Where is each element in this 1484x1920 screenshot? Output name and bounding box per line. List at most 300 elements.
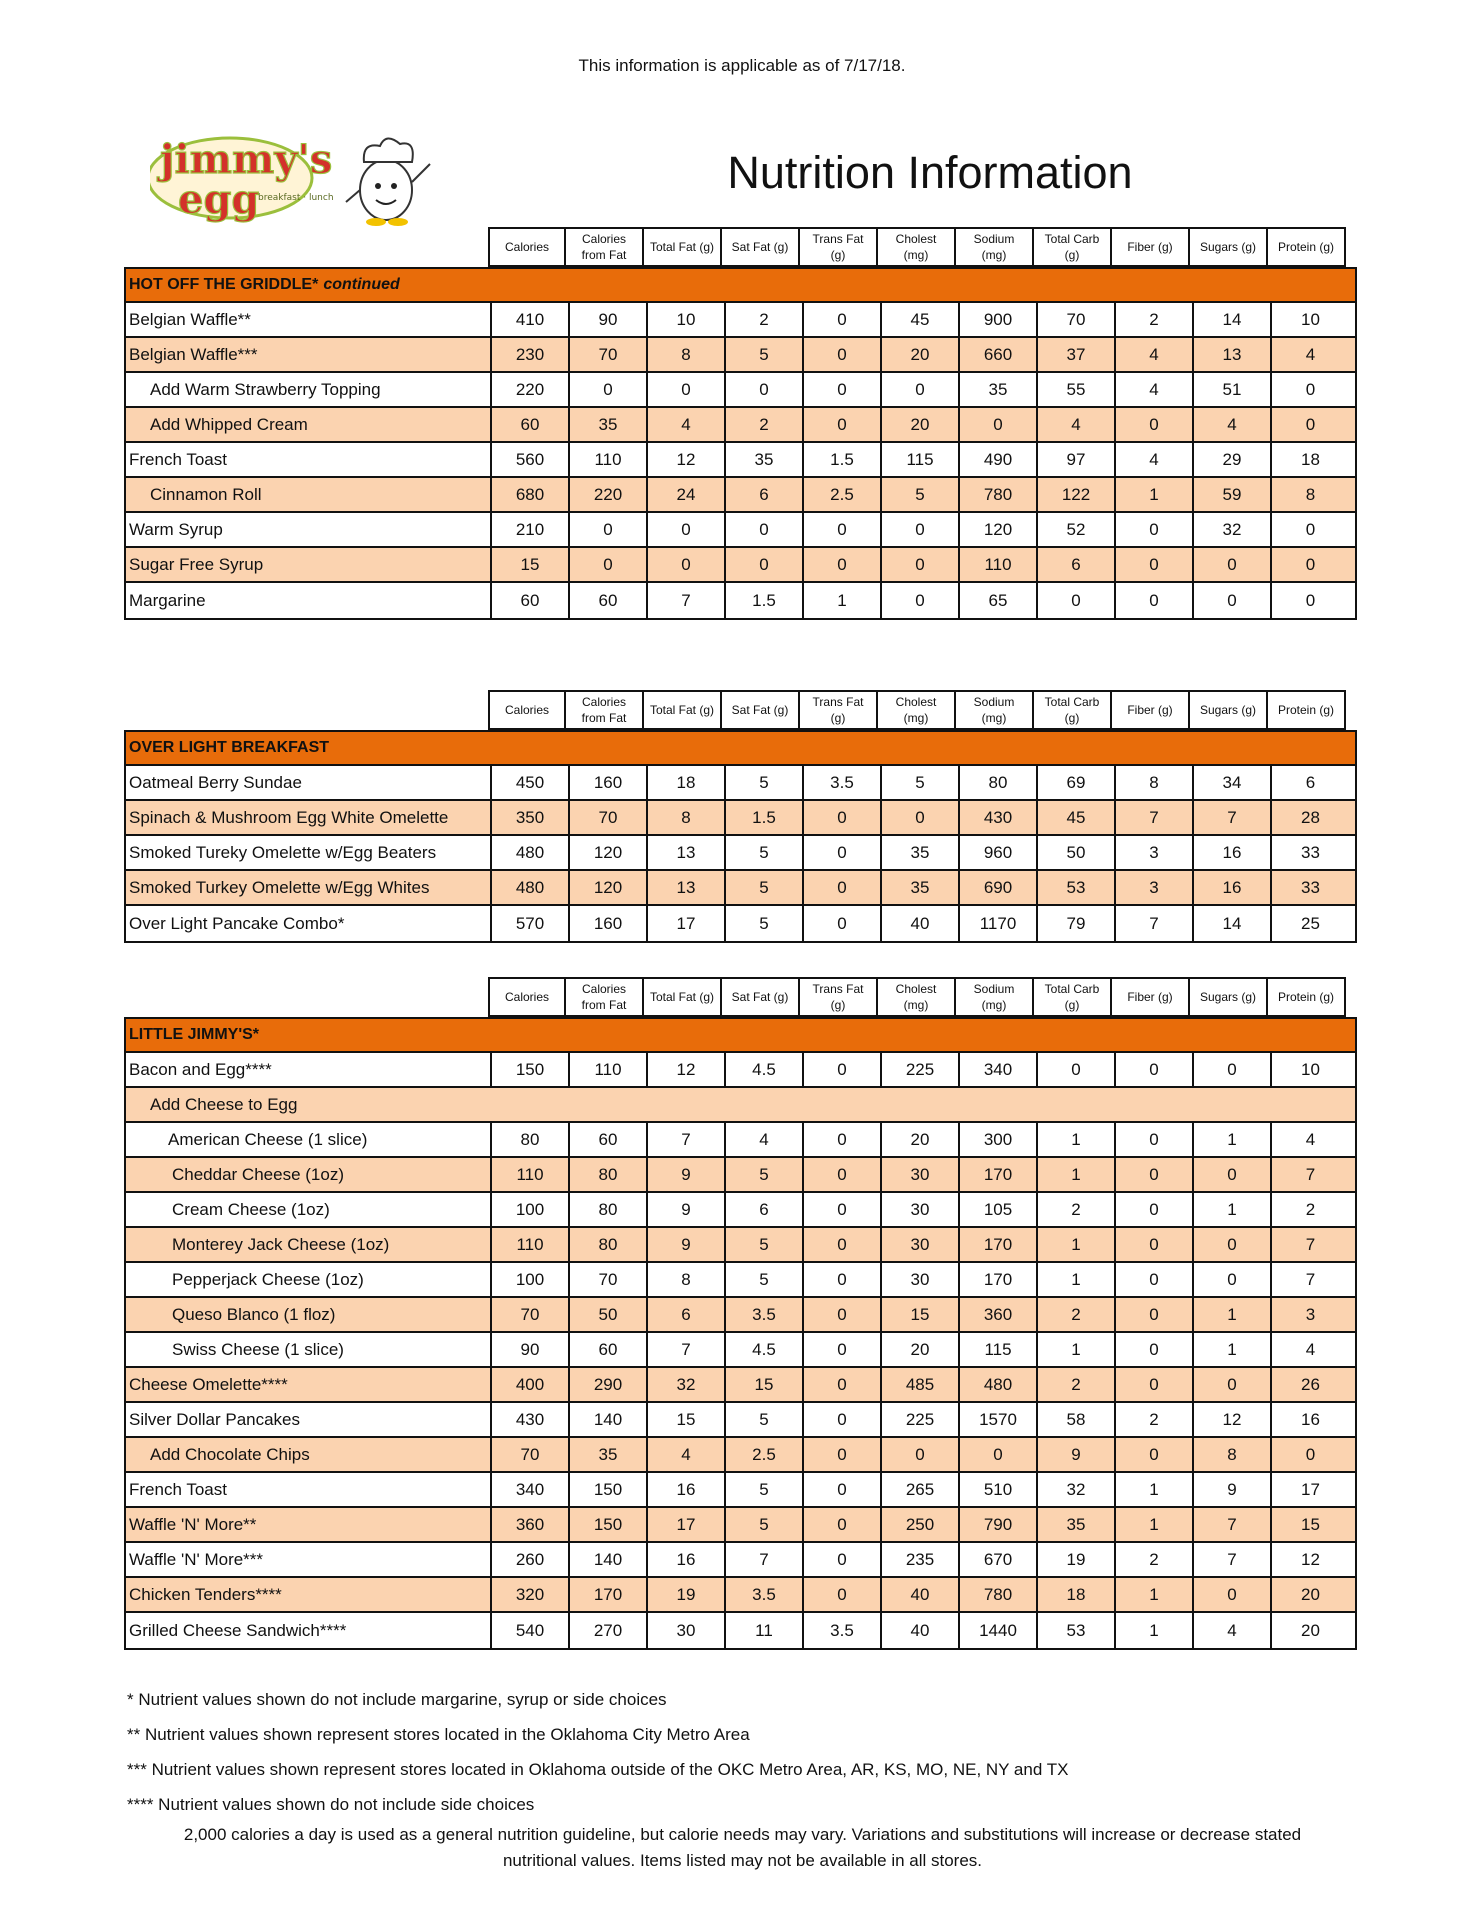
item-name: Warm Syrup: [126, 513, 492, 546]
nutrient-value: 19: [1038, 1543, 1116, 1576]
item-name: Belgian Waffle**: [126, 303, 492, 336]
nutrient-value: 0: [1116, 1123, 1194, 1156]
nutrient-value: 0: [804, 1193, 882, 1226]
item-name: Cream Cheese (1oz): [126, 1193, 492, 1226]
nutrient-value: 35: [726, 443, 804, 476]
nutrient-value: 0: [1116, 1263, 1194, 1296]
nutrient-value: 52: [1038, 513, 1116, 546]
nutrient-value: 340: [960, 1053, 1038, 1086]
table-row: [126, 1578, 1355, 1613]
item-name: Cinnamon Roll: [126, 478, 492, 511]
nutrient-value: 1.5: [726, 583, 804, 618]
nutrient-value: 0: [1116, 583, 1194, 618]
nutrient-value: 8: [648, 1263, 726, 1296]
nutrient-value: 0: [570, 513, 648, 546]
item-name: Monterey Jack Cheese (1oz): [126, 1228, 492, 1261]
nutrient-value: 0: [882, 583, 960, 618]
item-name: French Toast: [126, 1473, 492, 1506]
footnote: * Nutrient values shown do not include margarine, syrup or side choices: [127, 1690, 667, 1709]
nutrient-value: 0: [882, 801, 960, 834]
column-header: [1190, 977, 1268, 1017]
nutrient-value: 12: [648, 443, 726, 476]
nutrient-value: 0: [804, 1368, 882, 1401]
column-header: [1034, 690, 1112, 730]
nutrient-value: 4: [648, 1438, 726, 1471]
nutrient-value: 300: [960, 1123, 1038, 1156]
nutrient-value: 24: [648, 478, 726, 511]
nutrient-value: 15: [882, 1298, 960, 1331]
nutrient-value: 9: [1038, 1438, 1116, 1471]
category-title: HOT OFF THE GRIDDLE*: [129, 276, 319, 293]
column-header-line: (g): [1064, 711, 1080, 725]
nutrient-value: 0: [1116, 1368, 1194, 1401]
nutrient-value: 10: [1301, 309, 1320, 329]
nutrient-value: 2.5: [804, 478, 882, 511]
nutrient-value: 230: [492, 338, 570, 371]
nutrient-value: 2: [726, 303, 804, 336]
nutrient-value: 40: [882, 1578, 960, 1611]
nutrient-value: 160: [570, 766, 648, 799]
nutrient-value: 1: [1116, 1613, 1194, 1648]
nutrient-value: 140: [570, 1543, 648, 1576]
nutrient-value: 30: [882, 1263, 960, 1296]
nutrient-value: 150: [492, 1053, 570, 1086]
item-name: Cheddar Cheese (1oz): [126, 1158, 492, 1191]
column-header-line: Total Carb: [1044, 231, 1100, 246]
item-name: Add Cheese to Egg: [150, 1094, 298, 1114]
nutrient-value: 60: [570, 1333, 648, 1366]
nutrient-value: 225: [882, 1053, 960, 1086]
nutrient-value: 0: [804, 303, 882, 336]
nutrient-value: 16: [1194, 836, 1272, 869]
nutrient-value: 18: [648, 766, 726, 799]
nutrient-value: 2: [1116, 1543, 1194, 1576]
nutrient-value: 9: [648, 1228, 726, 1261]
column-header-line: Cholest: [895, 981, 937, 996]
nutrient-value: 13: [1194, 338, 1272, 371]
nutrient-value: 5: [726, 1158, 804, 1191]
nutrient-value: 150: [570, 1508, 648, 1541]
item-name: Add Chocolate Chips: [126, 1438, 492, 1471]
nutrient-value: 35: [960, 373, 1038, 406]
column-header-line: Calories: [504, 702, 549, 717]
nutrient-value: 7: [1194, 1543, 1272, 1576]
nutrient-value: 70: [570, 338, 648, 371]
nutrient-value: 270: [570, 1613, 648, 1648]
nutrient-value: 0: [804, 548, 882, 581]
column-header-line: Trans Fat: [812, 231, 864, 246]
nutrient-value: 0: [1116, 1333, 1194, 1366]
nutrient-value: 900: [960, 303, 1038, 336]
column-header-line: Calories: [504, 239, 549, 254]
column-header-line: (g): [830, 711, 846, 725]
nutrient-value: 35: [882, 871, 960, 904]
nutrient-value: 4: [1116, 338, 1194, 371]
nutrient-value: 10: [1301, 1059, 1320, 1079]
column-header-line: Total Carb: [1044, 981, 1100, 996]
nutrient-value: 0: [1116, 1193, 1194, 1226]
nutrient-value: 51: [1194, 373, 1272, 406]
nutrient-value: 6: [726, 478, 804, 511]
nutrient-value: 7: [1305, 1234, 1316, 1254]
column-header-line: Protein (g): [1277, 989, 1335, 1004]
nutrient-value: 0: [570, 548, 648, 581]
nutrient-value: 450: [492, 766, 570, 799]
table-row: [126, 478, 1355, 513]
nutrient-value: 0: [726, 548, 804, 581]
item-name: Smoked Turkey Omelette w/Egg Whites: [126, 871, 492, 904]
nutrient-value: 7: [1194, 1508, 1272, 1541]
nutrient-value: 0: [804, 1158, 882, 1191]
nutrient-value: 0: [1038, 583, 1116, 618]
nutrient-value: 0: [804, 871, 882, 904]
nutrient-value: 0: [804, 1053, 882, 1086]
nutrient-value: 0: [804, 906, 882, 941]
nutrient-value: 16: [648, 1473, 726, 1506]
nutrient-value: 32: [648, 1368, 726, 1401]
item-name: Queso Blanco (1 floz): [126, 1298, 492, 1331]
column-header-line: Total Carb: [1044, 694, 1100, 709]
column-header-line: from Fat: [581, 998, 627, 1012]
nutrient-value: 2: [1116, 303, 1194, 336]
nutrient-value: 120: [960, 513, 1038, 546]
nutrient-value: 5: [726, 1508, 804, 1541]
nutrient-value: 3.5: [726, 1298, 804, 1331]
nutrient-value: 5: [726, 1473, 804, 1506]
table-row: [126, 1508, 1355, 1543]
column-header-line: (mg): [981, 711, 1007, 725]
table-row: [126, 1613, 1355, 1648]
nutrient-value: 0: [804, 1543, 882, 1576]
nutrient-value: 1: [1194, 1193, 1272, 1226]
nutrient-value: 50: [570, 1298, 648, 1331]
item-name: Grilled Cheese Sandwich****: [126, 1613, 492, 1648]
nutrient-value: 1: [1116, 1473, 1194, 1506]
nutrient-value: 7: [1116, 906, 1194, 941]
column-header: [488, 977, 566, 1017]
nutrient-value: 670: [960, 1543, 1038, 1576]
nutrient-value: 0: [804, 1333, 882, 1366]
nutrient-value: 3: [1116, 871, 1194, 904]
nutrient-value: 0: [804, 1263, 882, 1296]
table-row: [126, 408, 1355, 443]
nutrient-value: 1570: [960, 1403, 1038, 1436]
nutrient-value: 0: [1116, 513, 1194, 546]
item-name: Waffle 'N' More**: [126, 1508, 492, 1541]
column-header-line: Sugars (g): [1199, 989, 1257, 1004]
table-row: [126, 1158, 1355, 1193]
column-header-line: (mg): [903, 998, 929, 1012]
column-header: [566, 227, 644, 267]
nutrient-value: 290: [570, 1368, 648, 1401]
nutrient-value: 0: [1194, 1368, 1272, 1401]
nutrient-value: 53: [1038, 1613, 1116, 1648]
category-header: [126, 269, 1355, 303]
nutrient-value: 40: [882, 1613, 960, 1648]
nutrient-value: 20: [882, 338, 960, 371]
nutrient-value: 4: [1116, 443, 1194, 476]
nutrient-value: 115: [960, 1333, 1038, 1366]
table-row: [126, 1368, 1355, 1403]
nutrient-value: 35: [570, 1438, 648, 1471]
table-row: [126, 1438, 1355, 1473]
item-name: Swiss Cheese (1 slice): [126, 1333, 492, 1366]
nutrient-value: 3: [1116, 836, 1194, 869]
nutrient-value: 0: [804, 1228, 882, 1261]
nutrient-value: 20: [882, 1123, 960, 1156]
section-over-light-breakfast: [124, 690, 1357, 943]
nutrient-value: 100: [492, 1193, 570, 1226]
nutrient-value: 3.5: [804, 1613, 882, 1648]
column-header-line: Protein (g): [1277, 702, 1335, 717]
nutrient-value: 19: [648, 1578, 726, 1611]
nutrient-value: 140: [570, 1403, 648, 1436]
column-header-row: [124, 977, 1357, 1017]
column-header: [878, 690, 956, 730]
nutrient-value: 4: [1194, 1613, 1272, 1648]
nutrient-value: 0: [804, 513, 882, 546]
table-row: [126, 1123, 1355, 1158]
egg-chef-mascot-icon: [346, 138, 430, 226]
nutrient-value: 9: [1194, 1473, 1272, 1506]
nutrient-value: 0: [1305, 554, 1316, 574]
footnote: *** Nutrient values shown represent stores located in Oklahoma outside of the OKC Metro Area, AR, KS, MO, NE, NY and TX: [127, 1760, 1069, 1779]
nutrient-value: 0: [570, 373, 648, 406]
nutrient-value: 110: [570, 1053, 648, 1086]
column-header-line: Sodium: [973, 694, 1015, 709]
nutrient-value: 4: [726, 1123, 804, 1156]
column-header-line: Fiber (g): [1127, 989, 1173, 1004]
nutrient-value: 110: [492, 1158, 570, 1191]
nutrient-value: 18: [1038, 1578, 1116, 1611]
nutrient-value: 16: [1194, 871, 1272, 904]
nutrient-value: 0: [1305, 379, 1316, 399]
nutrient-value: 6: [726, 1193, 804, 1226]
table-row: [126, 513, 1355, 548]
table-row: [126, 1228, 1355, 1263]
nutrient-value: 0: [1116, 1158, 1194, 1191]
nutrient-value: 17: [648, 906, 726, 941]
column-header-line: Sugars (g): [1199, 702, 1257, 717]
nutrient-value: 480: [492, 836, 570, 869]
nutrient-value: 0: [1116, 408, 1194, 441]
nutrient-value: 97: [1038, 443, 1116, 476]
column-header-line: Protein (g): [1277, 239, 1335, 254]
nutrient-value: 0: [1194, 548, 1272, 581]
nutrient-value: 70: [570, 1263, 648, 1296]
nutrient-value: 12: [1301, 1549, 1320, 1569]
nutrient-value: 7: [1305, 1164, 1316, 1184]
nutrient-value: 6: [648, 1298, 726, 1331]
nutrient-value: 90: [570, 303, 648, 336]
category-header: [126, 1019, 1355, 1053]
nutrient-value: 0: [1116, 1438, 1194, 1471]
nutrient-value: 350: [492, 801, 570, 834]
nutrient-value: 220: [570, 478, 648, 511]
nutrient-value: 16: [648, 1543, 726, 1576]
column-header-line: Cholest: [895, 694, 937, 709]
nutrient-value: 0: [1305, 590, 1316, 610]
closing-line: 2,000 calories a day is used as a general nutrition guideline, but calorie needs may vary. Variations and substitutions will increase or decrease stated: [183, 1825, 1302, 1844]
nutrient-value: 30: [648, 1613, 726, 1648]
nutrient-value: 13: [648, 836, 726, 869]
nutrient-value: 120: [570, 836, 648, 869]
nutrient-value: 4: [1305, 1339, 1316, 1359]
item-name: Smoked Tureky Omelette w/Egg Beaters: [126, 836, 492, 869]
nutrient-value: 0: [882, 373, 960, 406]
column-header-line: (mg): [981, 998, 1007, 1012]
footnote: **** Nutrient values shown do not include side choices: [127, 1795, 535, 1814]
column-header: [566, 977, 644, 1017]
table-row: [126, 1053, 1355, 1088]
category-title: OVER LIGHT BREAKFAST: [129, 739, 330, 756]
nutrient-value: 2.5: [726, 1438, 804, 1471]
nutrient-value: 105: [960, 1193, 1038, 1226]
nutrient-value: 65: [960, 583, 1038, 618]
nutrient-value: 1: [1038, 1158, 1116, 1191]
nutrient-value: 480: [960, 1368, 1038, 1401]
nutrient-value: 0: [804, 1403, 882, 1436]
column-header: [722, 977, 800, 1017]
item-name: American Cheese (1 slice): [126, 1123, 492, 1156]
nutrient-value: 680: [492, 478, 570, 511]
applicability-note: This information is applicable as of 7/17/18.: [578, 56, 906, 75]
column-header-line: Calories: [581, 231, 626, 246]
nutrient-value: 1440: [960, 1613, 1038, 1648]
column-header-line: Fiber (g): [1127, 702, 1173, 717]
nutrient-value: 490: [960, 443, 1038, 476]
nutrient-value: 40: [882, 906, 960, 941]
nutrient-value: 0: [804, 373, 882, 406]
nutrient-value: 2: [1305, 1199, 1316, 1219]
column-header-line: Total Fat (g): [649, 989, 715, 1004]
nutrient-value: 90: [492, 1333, 570, 1366]
nutrient-value: 8: [1116, 766, 1194, 799]
table-row: [126, 1543, 1355, 1578]
nutrient-value: 4: [1305, 1129, 1316, 1149]
nutrient-value: 485: [882, 1368, 960, 1401]
table-row: [126, 1298, 1355, 1333]
nutrient-value: 115: [882, 443, 960, 476]
item-name: Margarine: [126, 583, 492, 618]
nutrient-value: 570: [492, 906, 570, 941]
nutrient-value: 4: [1116, 373, 1194, 406]
nutrient-value: 340: [492, 1473, 570, 1506]
nutrient-value: 14: [1194, 303, 1272, 336]
nutrient-value: 34: [1194, 766, 1272, 799]
table-row: [126, 766, 1355, 801]
nutrient-value: 80: [570, 1158, 648, 1191]
nutrient-value: 0: [804, 338, 882, 371]
nutrient-value: 100: [492, 1263, 570, 1296]
nutrient-value: 45: [882, 303, 960, 336]
nutrient-value: 510: [960, 1473, 1038, 1506]
nutrient-value: 1: [1194, 1298, 1272, 1331]
nutrient-value: 400: [492, 1368, 570, 1401]
item-name: Over Light Pancake Combo*: [126, 906, 492, 941]
nutrient-value: 1.5: [726, 801, 804, 834]
column-header: [566, 690, 644, 730]
column-header-line: Fiber (g): [1127, 239, 1173, 254]
nutrient-value: 35: [1038, 1508, 1116, 1541]
nutrient-value: 0: [1194, 1228, 1272, 1261]
item-name: Add Warm Strawberry Topping: [126, 373, 492, 406]
column-header: [722, 690, 800, 730]
nutrient-value: 1: [1194, 1333, 1272, 1366]
nutrient-value: 0: [1194, 1053, 1272, 1086]
nutrient-value: 8: [648, 801, 726, 834]
nutrient-value: 360: [492, 1508, 570, 1541]
nutrient-value: 17: [1301, 1479, 1320, 1499]
nutrient-value: 5: [726, 1263, 804, 1296]
column-header: [1190, 227, 1268, 267]
nutrient-value: 235: [882, 1543, 960, 1576]
table-row: [126, 801, 1355, 836]
nutrient-value: 480: [492, 871, 570, 904]
column-header: [488, 227, 566, 267]
item-name: Add Whipped Cream: [126, 408, 492, 441]
nutrient-value: 0: [804, 1578, 882, 1611]
nutrient-value: 0: [804, 836, 882, 869]
nutrient-value: 0: [1194, 1578, 1272, 1611]
nutrient-value: 35: [882, 836, 960, 869]
column-header-line: Sodium: [973, 981, 1015, 996]
nutrient-value: 20: [1301, 1620, 1320, 1640]
column-header-line: Calories: [581, 981, 626, 996]
nutrient-value: 5: [726, 338, 804, 371]
logo-text-jimmys: jimmy's: [160, 136, 333, 183]
nutrient-value: 5: [726, 1228, 804, 1261]
nutrient-value: 0: [804, 1123, 882, 1156]
column-header-line: Total Fat (g): [649, 239, 715, 254]
logo-text-egg: egg: [178, 176, 260, 223]
nutrient-value: 4: [1305, 344, 1316, 364]
nutrient-value: 660: [960, 338, 1038, 371]
nutrient-value: 1: [1194, 1123, 1272, 1156]
column-header-line: Cholest: [895, 231, 937, 246]
nutrient-value: 8: [1194, 1438, 1272, 1471]
nutrient-value: 170: [960, 1228, 1038, 1261]
nutrient-value: 26: [1301, 1374, 1320, 1394]
nutrient-value: 430: [960, 801, 1038, 834]
jimmys-egg-logo: [150, 128, 450, 228]
nutrient-value: 0: [882, 548, 960, 581]
column-header: [488, 690, 566, 730]
nutrient-value: 13: [648, 871, 726, 904]
table-row: [126, 871, 1355, 906]
nutrient-value: 70: [570, 801, 648, 834]
nutrient-value: 6: [1305, 772, 1316, 792]
item-name: French Toast: [126, 443, 492, 476]
nutrient-value: 20: [882, 1333, 960, 1366]
nutrient-value: 0: [960, 1438, 1038, 1471]
nutrient-value: 5: [726, 836, 804, 869]
nutrient-value: 690: [960, 871, 1038, 904]
nutrient-value: 790: [960, 1508, 1038, 1541]
column-header-line: (g): [830, 248, 846, 262]
column-header: [644, 227, 722, 267]
nutrition-table: [124, 730, 1357, 943]
nutrient-value: 70: [492, 1298, 570, 1331]
category-title: LITTLE JIMMY'S*: [129, 1026, 260, 1043]
nutrient-value: 7: [648, 1123, 726, 1156]
item-name: Chicken Tenders****: [126, 1578, 492, 1611]
table-row: [126, 1263, 1355, 1298]
nutrient-value: 0: [648, 373, 726, 406]
nutrient-value: 0: [804, 1298, 882, 1331]
table-row: [126, 1333, 1355, 1368]
column-header-line: (mg): [981, 248, 1007, 262]
